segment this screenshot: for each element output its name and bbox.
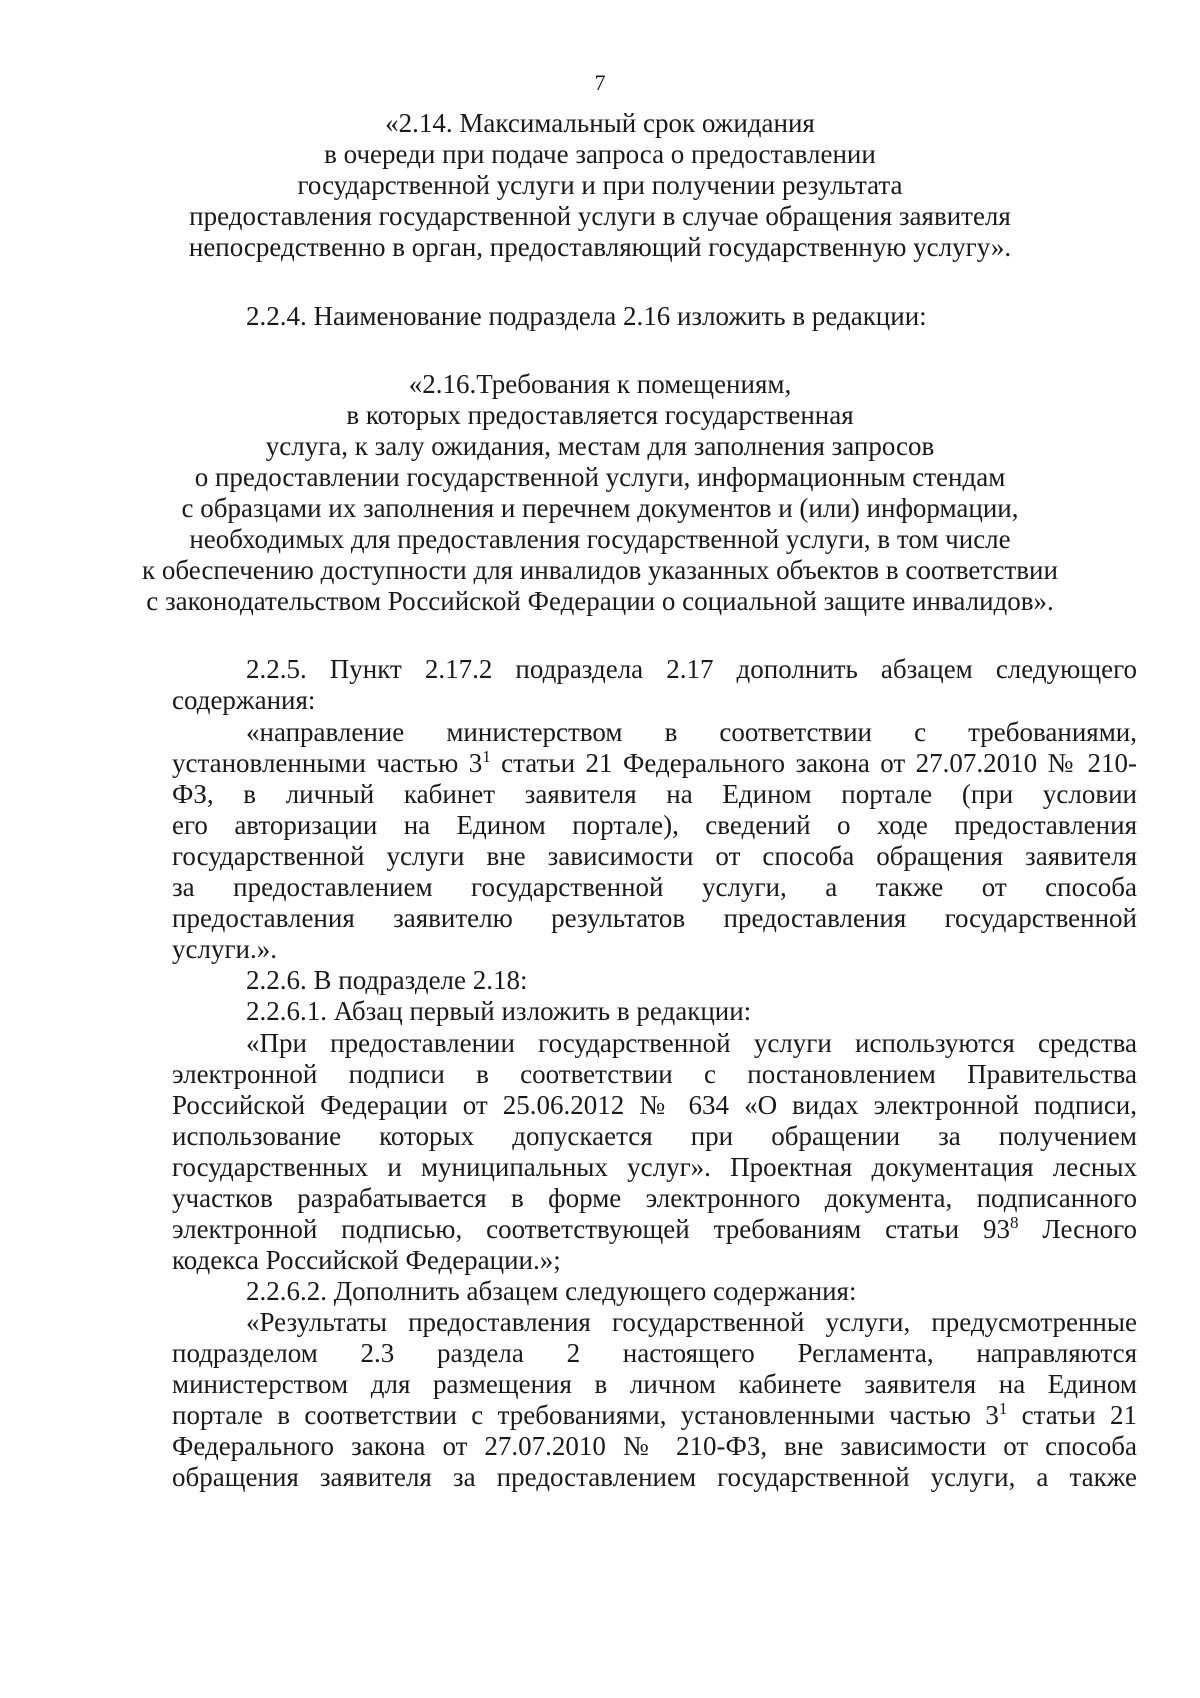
quote-line: «При предоставлении государственной услуги используются средства <box>246 1028 1137 1058</box>
quote-line: Федерального закона от 27.07.2010 № 210-ФЗ, вне зависимости от способа <box>172 1431 1137 1461</box>
quote-line: электронной подписи в соответствии с постановлением Правительства <box>172 1059 1137 1089</box>
heading-2-14-line: государственной услуги и при получении результата <box>297 170 903 200</box>
quote-line <box>172 1399 1137 1431</box>
quote-line: за предоставлением государственной услуги, а также от способа <box>172 872 1137 902</box>
quote-line: Российской Федерации от 25.06.2012 № 634 «О видах электронной подписи, <box>172 1090 1137 1120</box>
heading-2-14-line: непосредственно в орган, предоставляющий государственную услугу». <box>188 232 1012 262</box>
quote-line: участков разрабатывается в форме электронного документа, подписанного <box>172 1183 1137 1213</box>
quote-line: государственной услуги вне зависимости от способа обращения заявителя <box>172 841 1137 871</box>
heading-2-16-line: к обеспечению доступности для инвалидов указанных объектов в соответствии <box>142 555 1058 585</box>
heading-2-16-line: с образцами их заполнения и перечнем документов и (или) информации, <box>181 493 1019 523</box>
quote-text: электронной подписью, соответствующей требованиям статьи 93 <box>172 1214 1010 1244</box>
quote-line: министерством для размещения в личном кабинете заявителя на Едином <box>172 1369 1137 1399</box>
quote-line <box>172 1213 1137 1245</box>
item-2-2-6-2: 2.2.6.2. Дополнить абзацем следующего содержания: <box>246 1276 857 1306</box>
heading-2-16-line: в которых предоставляется государственная <box>346 400 854 430</box>
quote-line: использование которых допускается при обращении за получением <box>172 1121 1137 1151</box>
quote-line: государственных и муниципальных услуг». Проектная документация лесных <box>172 1152 1137 1182</box>
superscript: 1 <box>482 747 491 766</box>
item-2-2-5-line: содержания: <box>172 685 316 715</box>
quote-line <box>172 747 1137 779</box>
heading-2-16-line: с законодательством Российской Федерации о социальной защите инвалидов». <box>146 586 1054 616</box>
heading-2-16-line: о предоставлении государственной услуги, информационным стендам <box>194 462 1006 492</box>
quote-line: его авторизации на Едином портале), сведений о ходе предоставления <box>172 810 1137 840</box>
quote-line: ФЗ, в личный кабинет заявителя на Едином портале (при условии <box>172 779 1137 809</box>
quote-line: подразделом 2.3 раздела 2 настоящего Регламента, направляются <box>172 1338 1137 1368</box>
quote-line: услуги.». <box>172 934 277 964</box>
item-2-2-5-line: 2.2.5. Пункт 2.17.2 подраздела 2.17 дополнить абзацем следующего <box>246 654 1137 684</box>
quote-line: «направление министерством в соответствии с требованиями, <box>246 717 1137 747</box>
quote-text: статьи 21 <box>1007 1400 1137 1430</box>
item-2-2-4: 2.2.4. Наименование подраздела 2.16 изложить в редакции: <box>246 301 927 331</box>
page-number: 7 <box>594 70 606 95</box>
item-2-2-6: 2.2.6. В подразделе 2.18: <box>246 965 528 995</box>
quote-text: статьи 21 Федерального закона от 27.07.2010 № 210- <box>490 748 1137 778</box>
heading-2-14-line: «2.14. Максимальный срок ожидания <box>385 108 815 138</box>
quote-line: предоставления заявителю результатов предоставления государственной <box>172 903 1137 933</box>
heading-2-16-line: услуга, к залу ожидания, местам для заполнения запросов <box>265 431 935 461</box>
quote-text: установленными частью 3 <box>172 748 483 778</box>
quote-line: «Результаты предоставления государственной услуги, предусмотренные <box>246 1307 1137 1337</box>
quote-line: обращения заявителя за предоставлением государственной услуги, а также <box>172 1462 1137 1492</box>
heading-2-16-line: необходимых для предоставления государственной услуги, в том числе <box>189 524 1011 554</box>
heading-2-14-line: в очереди при подаче запроса о предоставлении <box>324 139 876 169</box>
quote-line: кодекса Российской Федерации.»; <box>172 1245 561 1275</box>
item-2-2-6-1: 2.2.6.1. Абзац первый изложить в редакции: <box>246 996 752 1026</box>
superscript: 8 <box>1010 1213 1019 1232</box>
superscript: 1 <box>998 1399 1008 1418</box>
heading-2-16-line: «2.16.Требования к помещениям, <box>408 369 792 399</box>
quote-text: портале в соответствии с требованиями, установленными частью 3 <box>172 1400 999 1430</box>
quote-text: Лесного <box>1018 1214 1138 1244</box>
heading-2-14-line: предоставления государственной услуги в случае обращения заявителя <box>189 201 1011 231</box>
